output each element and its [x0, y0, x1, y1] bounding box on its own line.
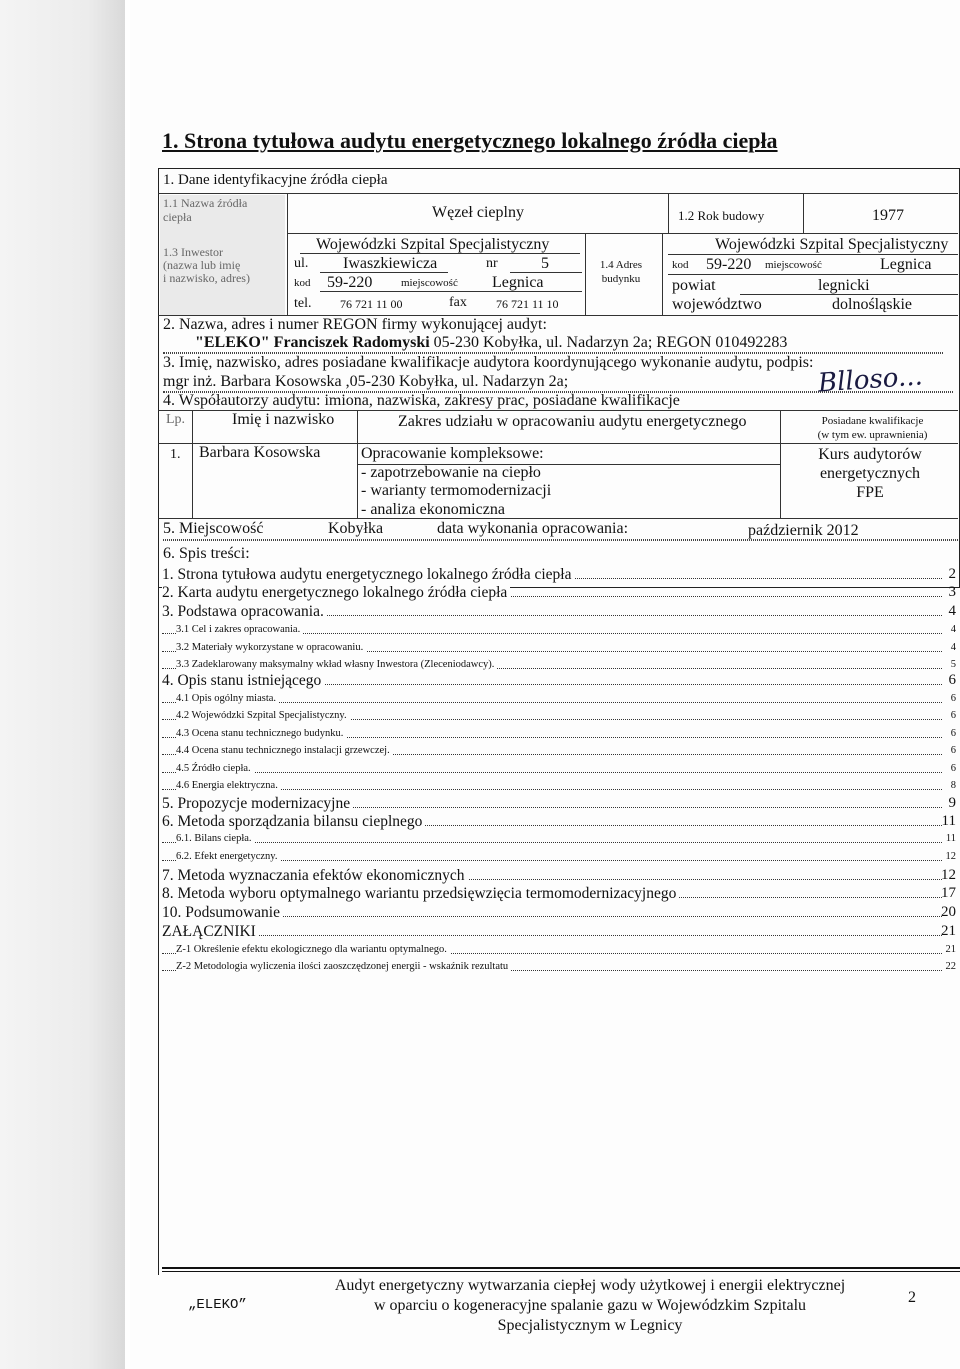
toc-label: 6. Spis treści:	[163, 545, 250, 562]
toc-entry-title: 4.2 Wojewódzki Szpital Specjalistyczny.	[176, 710, 350, 721]
toc-entry-page: 22	[945, 961, 956, 972]
toc-entry-page: 9	[948, 795, 956, 811]
toc-entry	[162, 707, 960, 723]
toc-entry-title: Z-1 Określenie efektu ekologicznego dla wariantu optymalnego.	[176, 944, 450, 955]
footer-company: „ELEKO”	[188, 1297, 247, 1313]
toc-entry	[162, 941, 960, 957]
section-3-value: mgr inż. Barbara Kosowska ,05-230 Kobyłka, ul. Nadarzyn 2a;	[163, 373, 569, 390]
investor-place: Legnica	[492, 274, 544, 291]
toc-entry	[162, 690, 960, 706]
toc-entry	[162, 639, 960, 655]
toc-entry	[162, 830, 960, 846]
toc-entry-title: 1. Strona tytułowa audytu energetycznego lokalnego źródła ciepła	[162, 566, 574, 584]
toc-entry-title: 8. Metoda wyboru optymalnego wariantu przedsięwzięcia termomodernizacyjnego	[162, 885, 679, 903]
toc-entry	[162, 566, 960, 582]
toc-entry-page: 6	[950, 710, 956, 721]
toc-entry-page: 20	[941, 904, 956, 920]
toc-entry-page: 4	[948, 603, 956, 619]
toc-entry-title: 6. Metoda sporządzania bilansu cieplnego	[162, 813, 425, 831]
investor-number: 5	[541, 255, 549, 272]
powiat-label: powiat	[672, 277, 716, 294]
toc-entry-page: 8	[950, 780, 956, 791]
toc-entry-title: ZAŁĄCZNIKI	[162, 923, 259, 941]
col-lp: Lp.	[166, 412, 186, 427]
ul-label: ul.	[294, 256, 309, 271]
toc-leader-dots	[162, 772, 942, 773]
label-1-1: 1.1 Nazwa źródła ciepła	[163, 196, 248, 224]
underline	[668, 254, 958, 255]
nr-label: nr	[486, 256, 498, 271]
divider	[192, 410, 193, 518]
toc-entry	[162, 584, 960, 600]
toc-entry-title: 4. Opis stanu istniejącego	[162, 672, 324, 690]
toc-entry	[162, 795, 960, 811]
building-kod-label: kod	[672, 259, 689, 271]
divider	[287, 193, 288, 315]
source-name: Węzeł cieplny	[432, 204, 524, 221]
building-place-label: miejscowość	[765, 259, 822, 271]
toc-entry	[162, 904, 960, 920]
toc-entry-page: 6	[950, 693, 956, 704]
toc-entry-page: 12	[941, 867, 956, 883]
label-1-3: 1.3 Inwestor (nazwa lub imię i nazwisko, adres)	[163, 245, 250, 285]
year-label: 1.2 Rok budowy	[678, 208, 765, 223]
firm-address: 05-230 Kobyłka, ul. Nadarzyn 2a; REGON 010492283	[433, 334, 788, 351]
investor-postal-code: 59-220	[327, 274, 373, 291]
toc-entry-title: 4.5 Źródło ciepła.	[176, 763, 254, 774]
section-5-label: 5. Miejscowość	[163, 520, 264, 537]
row-scope: Opracowanie kompleksowe: - zapotrzebowanie na ciepło - warianty termomodernizacji - analiza ekonomiczna	[361, 445, 552, 518]
place-label: miejscowość	[401, 277, 458, 289]
toc-entry-title: 5. Propozycje modernizacyjne	[162, 795, 353, 813]
toc-entry-page: 12	[945, 851, 956, 862]
col-qualifications: Posiadane kwalifikacje (w tym ew. uprawnienia)	[817, 415, 928, 441]
toc-entry	[162, 848, 960, 864]
section-2-value	[195, 334, 787, 352]
underline	[320, 272, 448, 273]
divider	[780, 410, 781, 518]
toc-entry	[162, 958, 960, 974]
toc-entry-title: 6.1. Bilans ciepła.	[176, 833, 255, 844]
investor-street: Iwaszkiewicza	[343, 255, 438, 272]
toc-entry-page: 5	[950, 659, 956, 670]
row-qualifications: Kurs audytorów energetycznych FPE	[818, 446, 922, 501]
dotted-line	[163, 539, 958, 541]
underline	[668, 274, 958, 275]
toc-entry-page: 6	[950, 728, 956, 739]
divider	[585, 233, 586, 315]
toc-entry-title: 4.3 Ocena stanu technicznego budynku.	[176, 728, 346, 739]
kod-label: kod	[294, 277, 311, 289]
divider	[803, 193, 804, 233]
date-label: data wykonania opracowania:	[437, 520, 629, 537]
footer-description: Audyt energetyczny wytwarzania ciepłej wody użytkowej i energii elektrycznej w oparciu o kogeneracyjne spalanie gazu w Wojewódzkim Szpitalu Specjalistycznym w Legnicy	[334, 1277, 846, 1334]
footer-rule	[162, 1271, 960, 1272]
divider	[662, 233, 663, 315]
date-value: październik 2012	[748, 522, 859, 539]
section-2-label: 2. Nazwa, adres i numer REGON firmy wykonującej audyt:	[163, 316, 547, 333]
toc-entry-page: 4	[950, 642, 956, 653]
col-scope: Zakres udziału w opracowaniu audytu energetycznego	[398, 413, 747, 430]
tel-label: tel.	[294, 296, 312, 311]
toc-entry	[162, 923, 960, 939]
toc-entry-title: 3. Podstawa opracowania.	[162, 603, 327, 621]
toc-entry-title: 6.2. Efekt energetyczny.	[176, 851, 280, 862]
toc-entry-page: 17	[941, 885, 956, 901]
toc-entry-page: 3	[948, 584, 956, 600]
divider	[287, 233, 958, 234]
toc-entry-page: 6	[948, 672, 956, 688]
woj-label: województwo	[672, 296, 762, 313]
row-name: Barbara Kosowska	[199, 444, 321, 461]
toc-leader-dots	[162, 935, 942, 936]
toc-entry	[162, 760, 960, 776]
toc-entry-title: 3.1 Cel i zakres opracowania.	[176, 624, 303, 635]
divider	[357, 464, 780, 465]
toc-entry-title: 2. Karta audytu energetycznego lokalnego źródła ciepła	[162, 584, 510, 602]
toc-entry	[162, 777, 960, 793]
toc-entry	[162, 621, 960, 637]
investor-fax: 76 721 11 10	[496, 297, 559, 311]
toc-entry	[162, 672, 960, 688]
divider	[158, 193, 958, 194]
toc-entry	[162, 656, 960, 672]
toc-entry-title: 7. Metoda wyznaczania efektów ekonomicznych	[162, 867, 468, 885]
toc-entry-page: 11	[941, 813, 956, 829]
underline	[320, 291, 582, 292]
section-3-label: 3. Imię, nazwisko, adres posiadane kwalifikacje audytora koordynującego wykonanie audytu, podpis:	[163, 354, 814, 371]
toc-entry	[162, 742, 960, 758]
toc-entry	[162, 603, 960, 619]
toc-left-border	[158, 540, 159, 1275]
footer-rule	[162, 1267, 960, 1269]
scan-margin	[0, 0, 125, 1369]
firm-name: "ELEKO" Franciszek Radomyski	[195, 334, 430, 351]
toc-entry	[162, 867, 960, 883]
toc-entry-title: 10. Podsumowanie	[162, 904, 283, 922]
construction-year: 1977	[872, 207, 904, 224]
toc-entry-title: Z-2 Metodologia wyliczenia ilości zaoszczędzonej energii - wskaźnik rezultatu	[176, 961, 511, 972]
underline	[300, 253, 580, 254]
toc-entry-page: 21	[941, 923, 956, 939]
toc-entry	[162, 885, 960, 901]
investor-name: Wojewódzki Szpital Specjalistyczny	[316, 236, 550, 253]
woj-value: dolnośląskie	[832, 296, 912, 313]
toc-entry-title: 4.6 Energia elektryczna.	[176, 780, 281, 791]
underline	[510, 272, 582, 273]
toc-entry-page: 11	[945, 833, 956, 844]
toc-entry-page: 4	[950, 624, 956, 635]
toc-entry	[162, 813, 960, 829]
investor-phone: 76 721 11 00	[340, 297, 403, 311]
toc-leader-dots	[162, 842, 942, 843]
toc-entry-title: 3.3 Zadeklarowany maksymalny wkład własny Inwestora (Zleceniodawcy).	[176, 659, 497, 670]
toc-entry-page: 21	[945, 944, 956, 955]
row-lp: 1.	[170, 447, 181, 462]
divider	[158, 518, 958, 519]
col-name: Imię i nazwisko	[232, 411, 335, 428]
toc-entry-title: 4.4 Ocena stanu technicznego instalacji grzewczej.	[176, 745, 393, 756]
toc-entry-page: 2	[948, 566, 956, 582]
auditor-signature: Blloso...	[817, 361, 924, 399]
toc-entry-title: 3.2 Materiały wykorzystane w opracowaniu.	[176, 642, 366, 653]
fax-label: fax	[449, 295, 467, 310]
page-number: 2	[908, 1289, 916, 1306]
underline	[740, 294, 958, 295]
toc-entry-page: 6	[950, 745, 956, 756]
section-1-header: 1. Dane identyfikacyjne źródła ciepła	[163, 172, 388, 188]
building-place: Legnica	[880, 256, 932, 273]
page-title: 1. Strona tytułowa audytu energetycznego lokalnego źródła ciepła	[162, 128, 778, 153]
divider	[668, 193, 669, 233]
place-value: Kobyłka	[328, 520, 384, 537]
label-1-4: 1.4 Adres budynku	[599, 259, 643, 285]
toc-entry	[162, 725, 960, 741]
section-4-label: 4. Współautorzy audytu: imiona, nazwiska, zakresy prac, posiadane kwalifikacje	[163, 392, 680, 409]
powiat-value: legnicki	[818, 277, 870, 294]
toc-entry-page: 6	[950, 763, 956, 774]
building-name: Wojewódzki Szpital Specjalistyczny	[715, 236, 949, 253]
building-postal-code: 59-220	[706, 256, 752, 273]
toc-entry-title: 4.1 Opis ogólny miasta.	[176, 693, 279, 704]
